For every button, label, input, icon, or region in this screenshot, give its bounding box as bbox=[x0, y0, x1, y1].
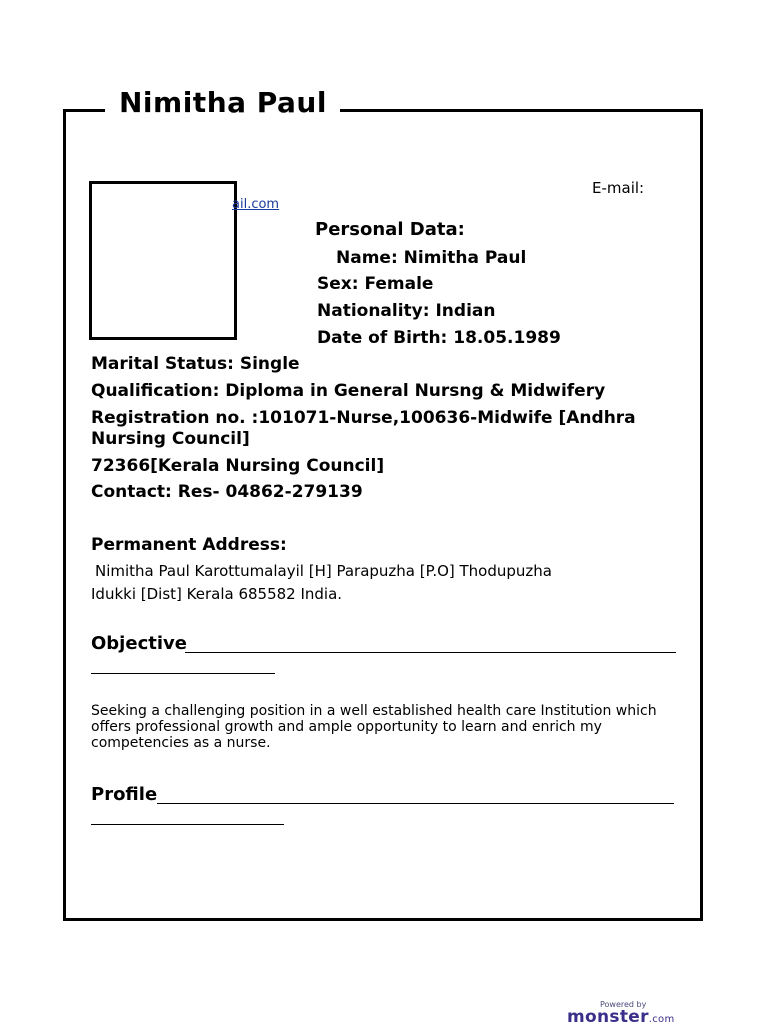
nationality-line: Nationality: Indian bbox=[317, 301, 496, 321]
registration-line-1: Registration no. :101071-Nurse,100636-Midwife [Andhra bbox=[91, 408, 636, 428]
name-line: Name: Nimitha Paul bbox=[336, 248, 527, 268]
profile-rule-1 bbox=[157, 803, 674, 804]
monster-wordmark bbox=[567, 1007, 675, 1027]
objective-rule-2 bbox=[91, 673, 275, 674]
kerala-registration-line: 72366[Kerala Nursing Council] bbox=[91, 456, 385, 476]
profile-heading: Profile bbox=[91, 784, 158, 805]
sex-line: Sex: Female bbox=[317, 274, 434, 294]
registration-line-2: Nursing Council] bbox=[91, 429, 250, 449]
address-line-2: Idukki [Dist] Kerala 685582 India. bbox=[91, 585, 343, 603]
monster-logo bbox=[567, 1000, 677, 1027]
marital-line: Marital Status: Single bbox=[91, 354, 300, 374]
resume-title: Nimitha Paul bbox=[119, 86, 327, 119]
personal-data-heading: Personal Data: bbox=[315, 219, 465, 240]
qualification-line: Qualification: Diploma in General Nursng & Midwifery bbox=[91, 381, 606, 401]
dob-line: Date of Birth: 18.05.1989 bbox=[317, 328, 561, 348]
objective-heading: Objective bbox=[91, 633, 187, 654]
photo-placeholder bbox=[89, 181, 237, 340]
email-link[interactable]: ail.com bbox=[232, 197, 280, 212]
monster-brand: monster bbox=[567, 1007, 649, 1027]
contact-line: Contact: Res- 04862-279139 bbox=[91, 482, 363, 502]
objective-rule-1 bbox=[185, 652, 676, 653]
powered-by-text: Powered by bbox=[600, 1000, 647, 1009]
profile-rule-2 bbox=[91, 824, 284, 825]
objective-text: Seeking a challenging position in a well established health care Institution which offers professional growth and ample opportunity to learn and enrich my competencies as a nurse. bbox=[91, 703, 657, 751]
monster-suffix: .com bbox=[648, 1014, 675, 1025]
address-line-1: Nimitha Paul Karottumalayil [H] Parapuzha [P.O] Thodupuzha bbox=[95, 562, 552, 580]
email-label: E-mail: bbox=[592, 179, 645, 197]
address-heading: Permanent Address: bbox=[91, 535, 287, 555]
